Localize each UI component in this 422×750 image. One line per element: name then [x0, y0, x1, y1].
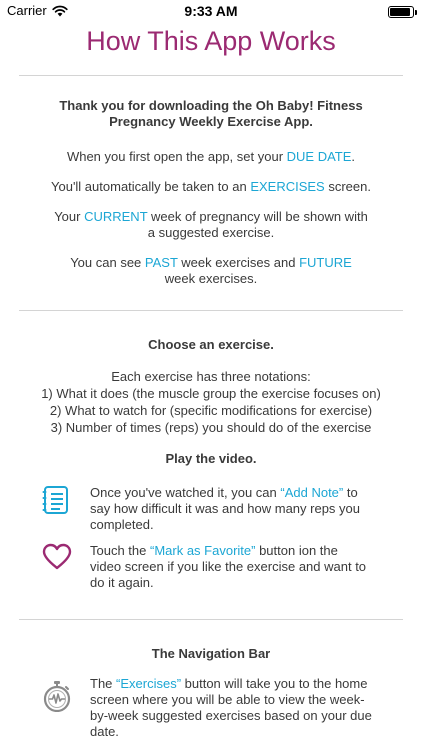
current-highlight: CURRENT	[84, 209, 148, 224]
divider	[19, 75, 403, 76]
intro-heading-line: Pregnancy Weekly Exercise App.	[109, 114, 313, 129]
intro-past-future-text: You can see PAST week exercises and FUTURE week exercises.	[70, 255, 352, 286]
notation-item: 3) Number of times (reps) you should do of the exercise	[50, 420, 372, 435]
favorite-text: Touch the “Mark as Favorite” button ion the video screen if you like the exercise and want to do it again.	[90, 543, 367, 590]
intro-heading	[18, 98, 404, 130]
past-highlight: PAST	[144, 255, 178, 270]
notations-list	[18, 368, 404, 436]
divider	[19, 619, 403, 620]
choose-heading: Choose an exercise.	[148, 337, 274, 352]
navigation-heading: The Navigation Bar	[151, 646, 271, 661]
mark-favorite-highlight: “Mark as Favorite”	[150, 543, 256, 558]
add-note-text: Once you've watched it, you can “Add Note” to say how difficult it was and how many reps you completed.	[90, 485, 361, 532]
notations-intro: Each exercise has three notations:	[111, 369, 311, 384]
stopwatch-icon	[42, 680, 72, 717]
add-note-highlight: “Add Note”	[280, 485, 344, 500]
notes-icon	[42, 485, 70, 520]
exercises-highlight: EXERCISES	[250, 179, 325, 194]
status-bar	[0, 0, 422, 22]
divider	[19, 310, 403, 311]
notation-item: 1) What it does (the muscle group the exercise focuses on)	[41, 386, 381, 401]
exercises-nav-text: The “Exercises” button will take you to the home screen where you will be able to view the week-by-week suggested exercises based on your due date.	[90, 676, 372, 739]
play-video-heading: Play the video.	[165, 451, 257, 466]
intro-due-date-text: When you first open the app, set your DUE DATE.	[66, 149, 356, 164]
due-date-highlight: DUE DATE	[286, 149, 352, 164]
future-highlight: FUTURE	[299, 255, 352, 270]
status-time: 9:33 AM	[184, 3, 238, 19]
carrier-label: Carrier	[7, 3, 47, 18]
intro-current-week-text: Your CURRENT week of pregnancy will be shown with a suggested exercise.	[54, 209, 368, 240]
page-title: How This App Works	[86, 26, 336, 56]
notation-item: 2) What to watch for (specific modifications for exercise)	[49, 403, 373, 418]
battery-level-fill	[390, 8, 410, 16]
intro-heading-line: Thank you for downloading the Oh Baby! Fitness	[59, 98, 363, 113]
intro-exercises-text: You'll automatically be taken to an EXERCISES screen.	[51, 179, 371, 194]
heart-icon	[42, 543, 72, 575]
exercises-button-highlight: “Exercises”	[116, 676, 182, 691]
battery-icon	[388, 6, 414, 18]
